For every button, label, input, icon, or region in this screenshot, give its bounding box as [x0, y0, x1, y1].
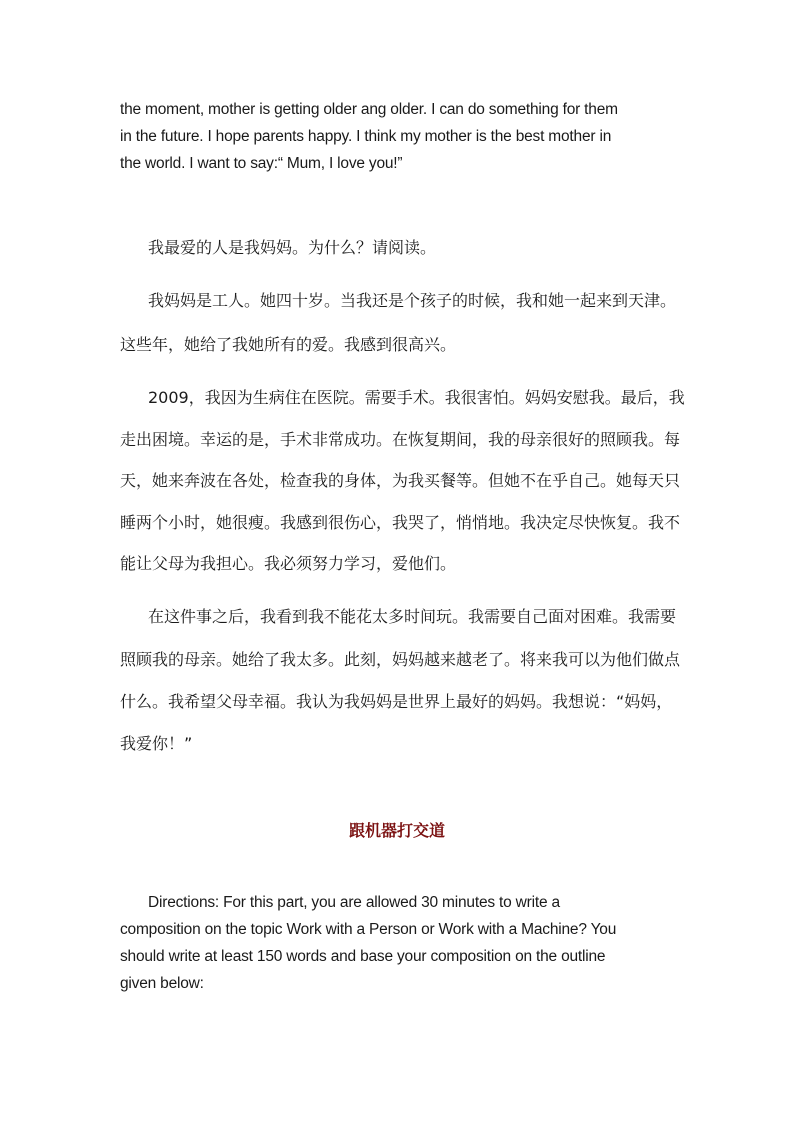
chinese-paragraph-3-line: 能让父母为我担心。我必须努力学习，爱他们。 — [120, 554, 457, 573]
chinese-paragraph-3-line: 天，她来奔波在各处，检查我的身体，为我买餐等。但她不在乎自己。她每天只 — [120, 471, 681, 490]
chinese-paragraph-3-line: 睡两个小时，她很瘦。我感到很伤心，我哭了，悄悄地。我决定尽快恢复。我不 — [120, 513, 681, 532]
english-line: the moment, mother is getting older ang older. I can do something for them — [120, 101, 618, 118]
directions-line: given below: — [120, 975, 204, 992]
chinese-paragraph-4-line: 什么。我希望父母幸福。我认为我妈妈是世界上最好的妈妈。我想说：“妈妈， — [120, 692, 673, 711]
chinese-paragraph-4-line: 在这件事之后，我看到我不能花太多时间玩。我需要自己面对困难。我需要 — [148, 607, 677, 626]
chinese-paragraph-2-line: 我妈妈是工人。她四十岁。当我还是个孩子的时候，我和她一起来到天津。 — [148, 291, 677, 310]
english-line: in the future. I hope parents happy. I think my mother is the best mother in — [120, 128, 612, 145]
chinese-paragraph-3-line: 走出困境。幸运的是，手术非常成功。在恢复期间，我的母亲很好的照顾我。每 — [120, 430, 681, 449]
directions-line: Directions: For this part, you are allowed 30 minutes to write a — [148, 894, 560, 911]
english-line: the world. I want to say:“ Mum, I love you!” — [120, 155, 403, 172]
chinese-paragraph-4-line: 照顾我的母亲。她给了我太多。此刻，妈妈越来越老了。将来我可以为他们做点 — [120, 650, 681, 669]
directions-line: composition on the topic Work with a Person or Work with a Machine? You — [120, 921, 617, 938]
chinese-paragraph-3-line: 2009，我因为生病住在医院。需要手术。我很害怕。妈妈安慰我。最后，我 — [148, 388, 685, 407]
section-heading: 跟机器打交道 — [348, 821, 445, 840]
chinese-paragraph-1-line: 我最爱的人是我妈妈。为什么？请阅读。 — [148, 238, 437, 257]
chinese-paragraph-2-line: 这些年，她给了我她所有的爱。我感到很高兴。 — [120, 335, 457, 354]
chinese-paragraph-4-line: 我爱你！” — [120, 734, 193, 753]
directions-line: should write at least 150 words and base your composition on the outline — [120, 948, 606, 965]
